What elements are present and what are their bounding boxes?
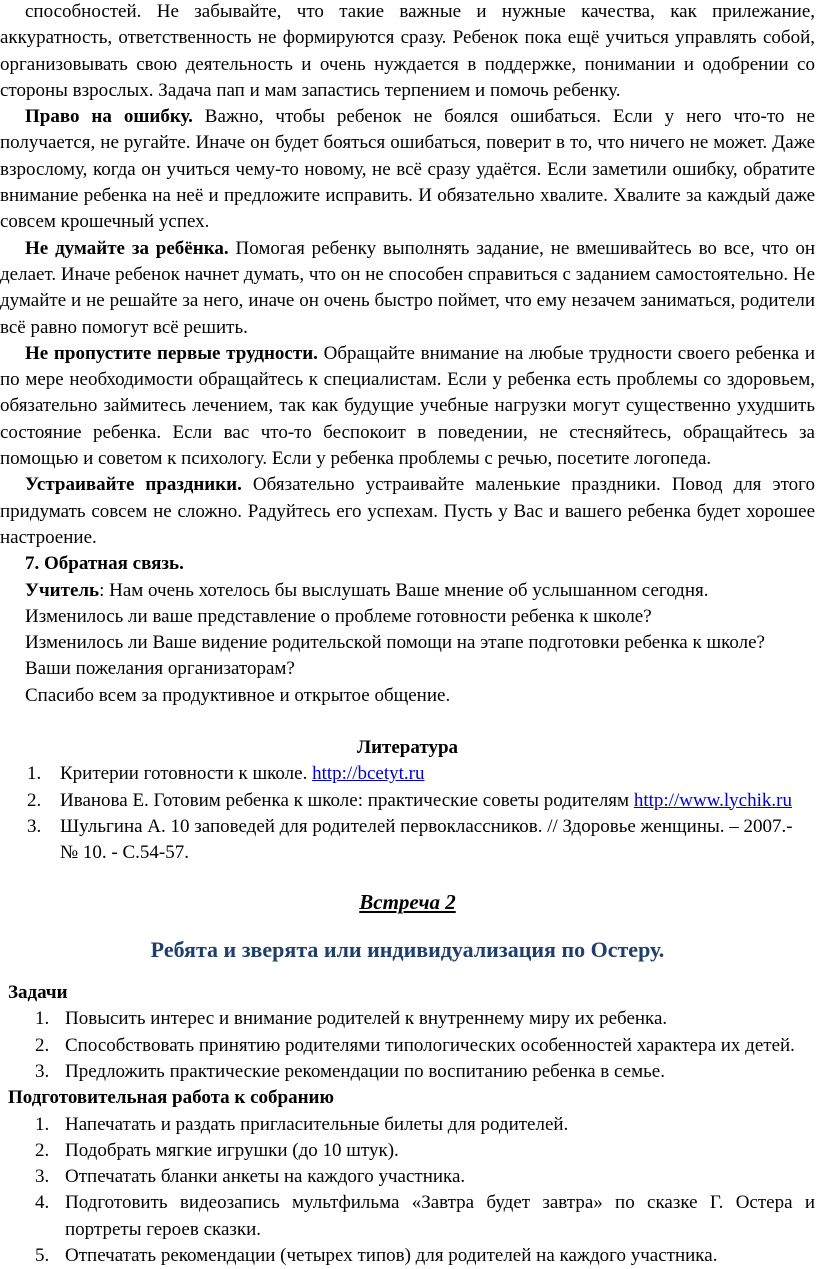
paragraph-title: Устраивайте праздники.	[25, 474, 242, 496]
reference-link[interactable]: http://www.lychik.ru	[633, 789, 792, 811]
list-number: 4.	[35, 1192, 50, 1214]
meeting-subtitle: Ребята и зверята или индивидуализация по Остеру.	[150, 936, 665, 962]
literature-list	[0, 761, 815, 866]
list-text: Отпечатать рекомендации (четырех типов) для родителей на каждого участника.	[65, 1245, 718, 1267]
tasks-list	[0, 1006, 815, 1085]
reference-link[interactable]: http://bcetyt.ru	[312, 763, 425, 785]
paragraph-text: Обращайте внимание на любые трудности своего ребенка и по мере необходимости обращайтесь к специалистам. Если у ребенка есть проблемы со здоровьем, обязательно займитесь лечением, так как будущие учебные нагрузки могут существенно ухудшить состояние ребенка. Если вас что-то беспокоит в поведении, не стесняйтесь, обращайтесь за помощью и советом к психологу. Если у ребенка проблемы с речью, посетите логопеда.	[0, 342, 815, 470]
paragraph-text: Помогая ребенку выполнять задание, не вмешивайтесь во все, что он делает. Иначе ребенок начнет думать, что он не способен справиться с заданием самостоятельно. Не думайте и не решайте за него, иначе он очень быстро поймет, что ему незачем заниматься, родители всё равно помогут всё решить.	[0, 237, 815, 338]
list-number: 2.	[35, 1034, 50, 1056]
paragraph-holidays	[0, 472, 815, 551]
teacher-text: : Нам очень хотелось бы выслушать Ваше мнение об услышанном сегодня.	[99, 579, 709, 601]
list-number: 3.	[27, 815, 42, 837]
list-text: Подобрать мягкие игрушки (до 10 штук).	[65, 1139, 399, 1161]
list-item	[0, 1006, 815, 1032]
list-number: 2.	[27, 789, 42, 811]
list-number: 2.	[35, 1139, 50, 1161]
list-number: 1.	[35, 1113, 50, 1135]
feedback-question-2: Изменилось ли Ваше видение родительской помощи на этапе подготовки ребенка к школе?	[25, 632, 765, 654]
paragraph-right-to-mistake	[0, 104, 815, 235]
list-text: Повысить интерес и внимание родителей к внутреннему миру их ребенка.	[65, 1008, 668, 1030]
list-text: Способствовать принятию родителями типологических особенностей характера их детей.	[65, 1034, 795, 1056]
feedback-heading: 7. Обратная связь.	[25, 553, 184, 575]
meeting-title: Встреча 2	[359, 889, 456, 914]
paragraph-dont-think-for-child	[0, 236, 815, 341]
list-text: Иванова Е. Готовим ребенка к школе: практические советы родителям	[60, 789, 634, 811]
list-item	[0, 1059, 815, 1085]
list-text: Подготовить видеозапись мультфильма «Завтра будет завтра» по сказке Г. Остера и портреты героев сказки.	[65, 1192, 815, 1240]
list-number: 3.	[35, 1060, 50, 1082]
list-text: Отпечатать бланки анкеты на каждого участника.	[65, 1166, 466, 1188]
list-item	[0, 1033, 815, 1059]
literature-title: Литература	[356, 737, 459, 759]
list-text: Критерии готовности к школе.	[60, 763, 313, 785]
thanks-line: Спасибо всем за продуктивное и открытое общение.	[25, 684, 451, 706]
intro-paragraph: способностей. Не забывайте, что такие важные и нужные качества, как прилежание, аккуратность, ответственность не формируются сразу. Ребенок пока ещё учиться управлять собой, организовывать свою деятельность и очень нуждается в поддержке, понимании и одобрении со стороны взрослых. Задача пап и мам запастись терпением и помочь ребенку.	[0, 1, 815, 101]
paragraph-title: Не пропустите первые трудности.	[25, 342, 318, 364]
paragraph-first-difficulties	[0, 341, 815, 472]
preparation-heading: Подготовительная работа к собранию	[8, 1087, 335, 1109]
feedback-question-3: Ваши пожелания организаторам?	[25, 658, 295, 680]
list-item	[0, 1190, 815, 1243]
teacher-line	[0, 578, 815, 604]
list-item	[0, 814, 815, 867]
list-number: 3.	[35, 1166, 50, 1188]
list-number: 5.	[35, 1245, 50, 1267]
list-text: Шульгина А. 10 заповедей для родителей первоклассников. // Здоровье женщины. – 2007.- № 10. - С.54-57.	[60, 815, 793, 864]
feedback-question-1: Изменилось ли ваше представление о проблеме готовности ребенка к школе?	[25, 605, 652, 627]
paragraph-text: Важно, чтобы ребенок не боялся ошибаться. Если у него что-то не получается, не ругайте. Иначе он будет бояться ошибаться, поверит в то, что ничего не может. Даже взрослому, когда он учиться чему-то новому, не всё сразу удаётся. Если заметили ошибку, обратите внимание ребенка на неё и предложите исправить. И обязательно хвалите. Хвалите за каждый даже совсем крошечный успех.	[0, 106, 815, 233]
list-number: 1.	[35, 1008, 50, 1030]
paragraph-title: Право на ошибку.	[25, 106, 193, 128]
list-text: Напечатать и раздать пригласительные билеты для родителей.	[65, 1113, 569, 1135]
list-item	[0, 761, 815, 787]
list-item	[0, 1243, 815, 1269]
list-item	[0, 1112, 815, 1138]
tasks-heading: Задачи	[8, 982, 68, 1004]
paragraph-title: Не думайте за ребёнка.	[25, 237, 229, 259]
teacher-label: Учитель	[25, 579, 100, 601]
preparation-list	[0, 1112, 815, 1269]
list-text: Предложить практические рекомендации по воспитанию ребенка в семье.	[65, 1060, 665, 1082]
list-item	[0, 788, 815, 814]
list-number: 1.	[27, 763, 42, 785]
paragraph-text: Обязательно устраивайте маленькие праздники. Повод для этого придумать совсем не сложно. Радуйтесь его успехам. Пусть у Вас и вашего ребенка будет хорошее настроение.	[0, 474, 815, 548]
list-item	[0, 1138, 815, 1164]
